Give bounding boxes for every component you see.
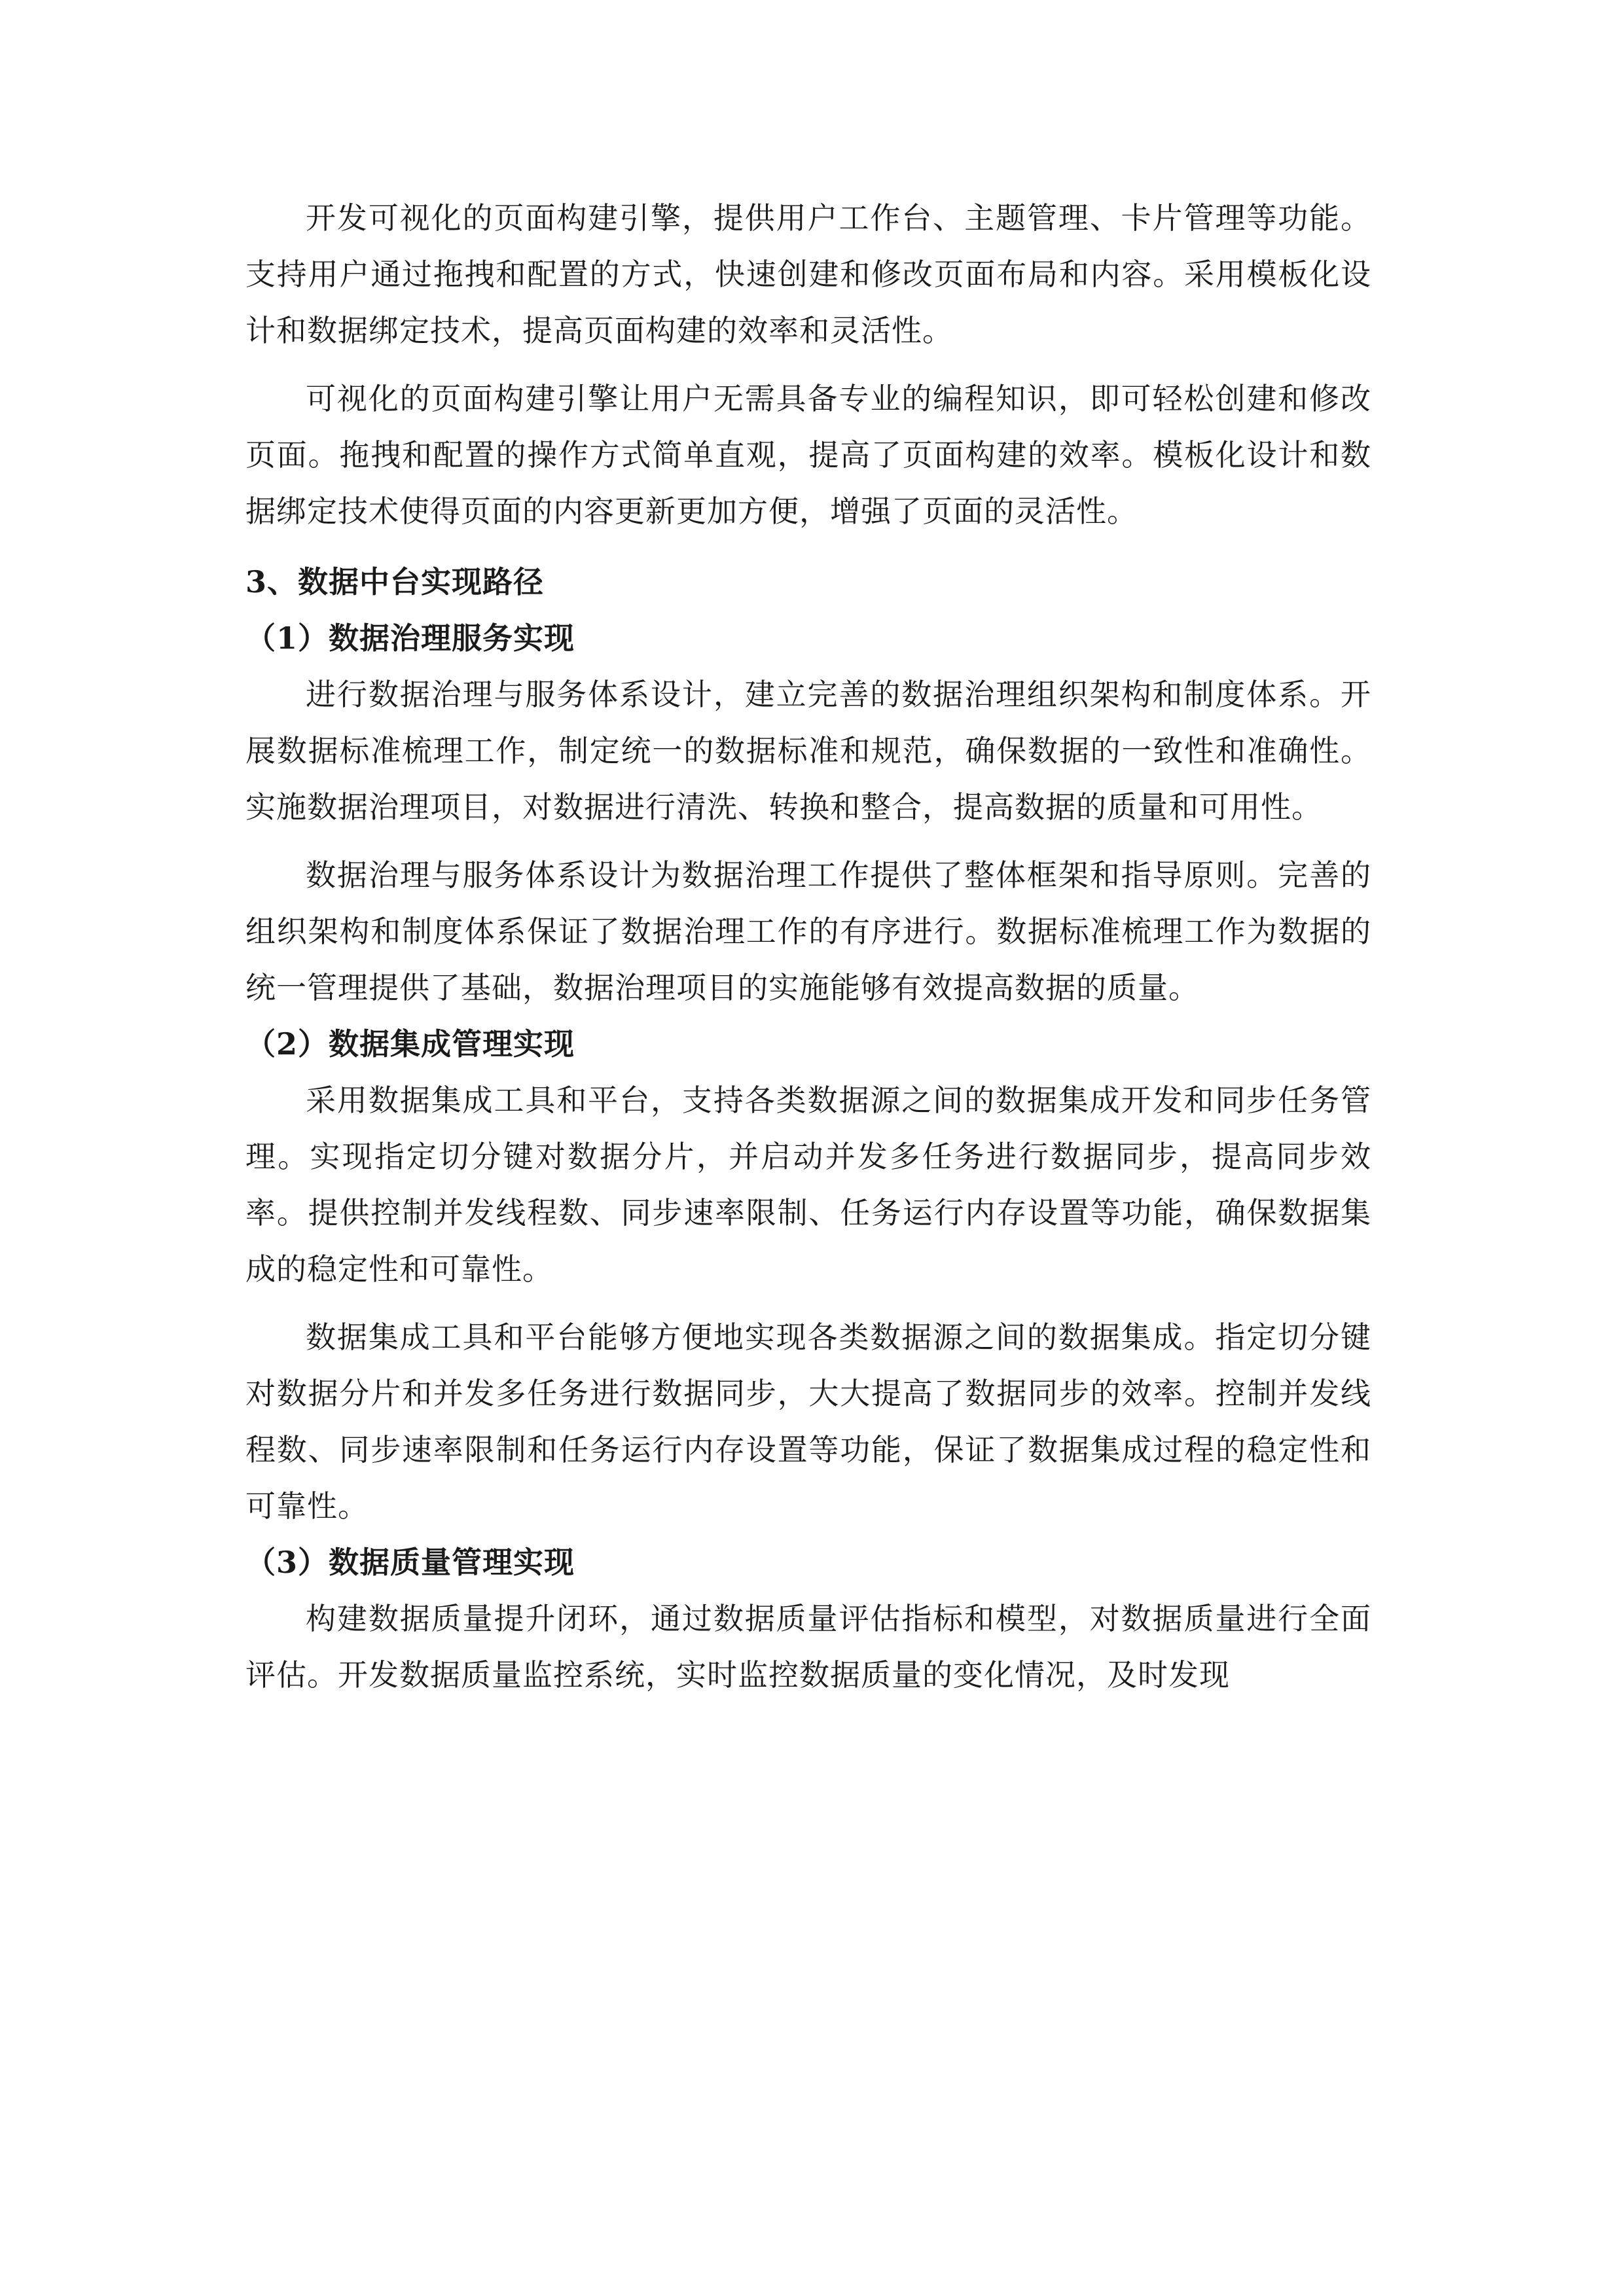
intro-paragraph-1: 开发可视化的页面构建引擎，提供用户工作台、主题管理、卡片管理等功能。支持用户通过拖拽和配置的方式，快速创建和修改页面布局和内容。采用模板化设计和数据绑定技术，提高页面构建的效率和灵活性。: [245, 200, 1371, 348]
subsection-2-title: （2）数据集成管理实现: [245, 1026, 575, 1062]
intro-paragraph-2: 可视化的页面构建引擎让用户无需具备专业的编程知识，即可轻松创建和修改页面。拖拽和配置的操作方式简单直观，提高了页面构建的效率。模板化设计和数据绑定技术使得页面的内容更新更加方便，增强了页面的灵活性。: [245, 381, 1371, 529]
subsection-3-paragraph-1: 构建数据质量提升闭环，通过数据质量评估指标和模型，对数据质量进行全面评估。开发数据质量监控系统，实时监控数据质量的变化情况，及时发现: [245, 1601, 1371, 1693]
subsection-2-paragraph-1: 采用数据集成工具和平台，支持各类数据源之间的数据集成开发和同步任务管理。实现指定切分键对数据分片，并启动并发多任务进行数据同步，提高同步效率。提供控制并发线程数、同步速率限制、任务运行内存设置等功能，确保数据集成的稳定性和可靠性。: [245, 1083, 1371, 1287]
subsection-3-title: （3）数据质量管理实现: [245, 1545, 575, 1580]
subsection-1-title: （1）数据治理服务实现: [245, 620, 575, 656]
subsection-1-paragraph-1: 进行数据治理与服务体系设计，建立完善的数据治理组织架构和制度体系。开展数据标准梳理工作，制定统一的数据标准和规范，确保数据的一致性和准确性。实施数据治理项目，对数据进行清洗、转换和整合，提高数据的质量和可用性。: [245, 677, 1371, 825]
page-content: [245, 190, 1371, 1703]
subsection-1-paragraph-2: 数据治理与服务体系设计为数据治理工作提供了整体框架和指导原则。完善的组织架构和制度体系保证了数据治理工作的有序进行。数据标准梳理工作为数据的统一管理提供了基础，数据治理项目的实施能够有效提高数据的质量。: [245, 857, 1371, 1005]
subsection-2-paragraph-2: 数据集成工具和平台能够方便地实现各类数据源之间的数据集成。指定切分键对数据分片和并发多任务进行数据同步，大大提高了数据同步的效率。控制并发线程数、同步速率限制和任务运行内存设置等功能，保证了数据集成过程的稳定性和可靠性。: [245, 1319, 1371, 1524]
section-3-title: 3、数据中台实现路径: [245, 564, 545, 600]
